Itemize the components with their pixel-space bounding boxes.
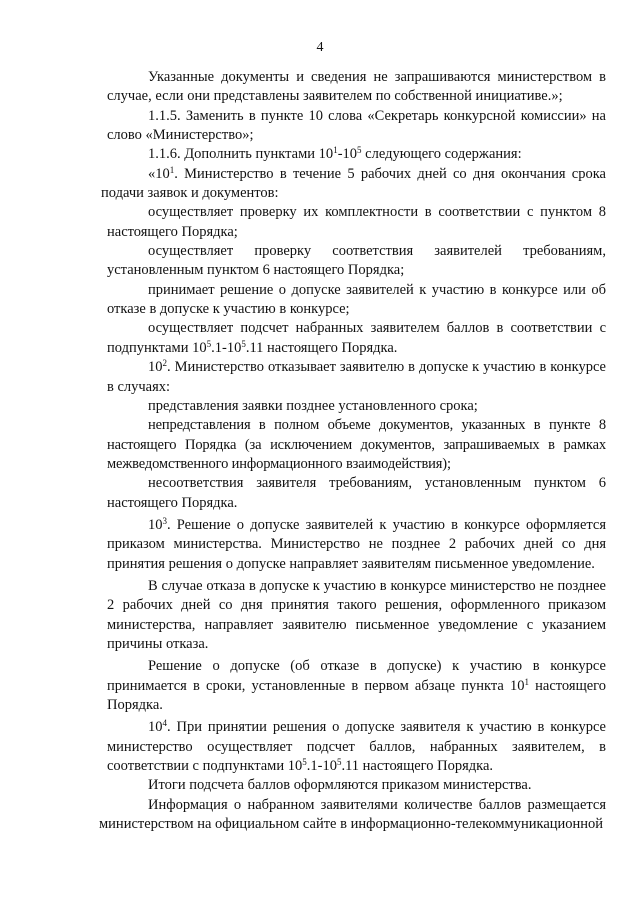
paragraph-incomplete-documents: непредставления в полном объеме документов, указанных в пункте 8 настоящего Порядка (за исключением документов, запрашиваемых в рамках межведомственного информационного взаимодействия);: [107, 417, 606, 472]
superscript: 2: [162, 358, 167, 369]
paragraph-1-1-5: 1.1.5. Заменить в пункте 10 слова «Секретарь конкурсной комиссии» на слово «Министерство»;: [107, 107, 606, 144]
paragraph-decision-terms: Решение о допуске (об отказе в допуске) к участию в конкурсе принимается в сроки, установленные в первом абзаце пункта $10^1$ настоящего Порядка.: [107, 658, 607, 713]
paragraph-1-1-6: 1.1.6. Дополнить пунктами $10^1-10^5$ следующего содержания:: [148, 145, 522, 163]
superscript: 5: [302, 757, 307, 768]
superscript: 5: [357, 145, 362, 156]
paragraph-refusal-notice: В случае отказа в допуске к участию в конкурсе министерство не позднее 2 рабочих дней со дня принятия такого решения, оформленного приказом министерства, направляет заявителю письменное уведомление с указанием причины отказа.: [107, 577, 606, 652]
superscript: 4: [162, 718, 167, 729]
paragraph-check-completeness: осуществляет проверку их комплектности в соответствии с пунктом 8 настоящего Порядка;: [107, 204, 606, 240]
paragraph-noncompliance: несоответствия заявителя требованиям, установленным пунктом 6 настоящего Порядка.: [107, 475, 606, 511]
page-number: 4: [316, 40, 324, 55]
superscript: 3: [162, 515, 167, 526]
document-body: [99, 68, 607, 834]
superscript: 1: [333, 145, 338, 156]
paragraph-score-results: Итоги подсчета баллов оформляются приказом министерства.: [148, 777, 532, 794]
paragraph-10-3: $10^3$. Решение о допуске заявителей к участию в конкурсе оформляется приказом министерства. Министерство не позднее 2 рабочих дней со дня принятия решения о допуске направляет заявителям письменное уведомление.: [107, 515, 606, 572]
paragraph-10-1: «$10^1$. Министерство в течение 5 рабочих дней со дня окончания срока подачи заявок и документов:: [101, 164, 606, 202]
paragraph-score-publication: Информация о набранном заявителями количестве баллов размещается министерством на официальном сайте в информационно-телекоммуникационной: [99, 796, 606, 833]
paragraph-admission-decision: принимает решение о допуске заявителей к участию в конкурсе или об отказе в допуске к участию в конкурсе;: [107, 281, 606, 318]
paragraph-10-2: $10^2$. Министерство отказывает заявителю в допуске к участию в конкурсе в случаях:: [107, 358, 606, 395]
superscript: 5: [206, 338, 212, 349]
superscript: 1: [524, 676, 529, 687]
paragraph-late-submission: представления заявки позднее установленного срока;: [148, 397, 478, 414]
paragraph-check-requirements: осуществляет проверку соответствия заявителей требованиям, установленным пунктом 6 настоящего Порядка;: [107, 243, 606, 279]
paragraph-10-4: $10^4$. При принятии решения о допуске заявителя к участию в конкурсе министерство осуществляет подсчет баллов, набранных заявителем, в соответствии с подпунктами $10^5.1-10^5.11$ настоящего Порядка.: [107, 718, 606, 775]
superscript: 5: [336, 757, 342, 768]
superscript: 1: [169, 164, 175, 175]
paragraph-score-count: осуществляет подсчет набранных заявителем баллов в соответствии с подпунктами $10^5.1-10^5.11$ настоящего Порядка.: [107, 320, 606, 356]
superscript: 5: [241, 338, 246, 349]
paragraph-documents-not-requested: Указанные документы и сведения не запрашиваются министерством в случае, если они представлены заявителем по собственной инициативе.»;: [107, 69, 606, 105]
